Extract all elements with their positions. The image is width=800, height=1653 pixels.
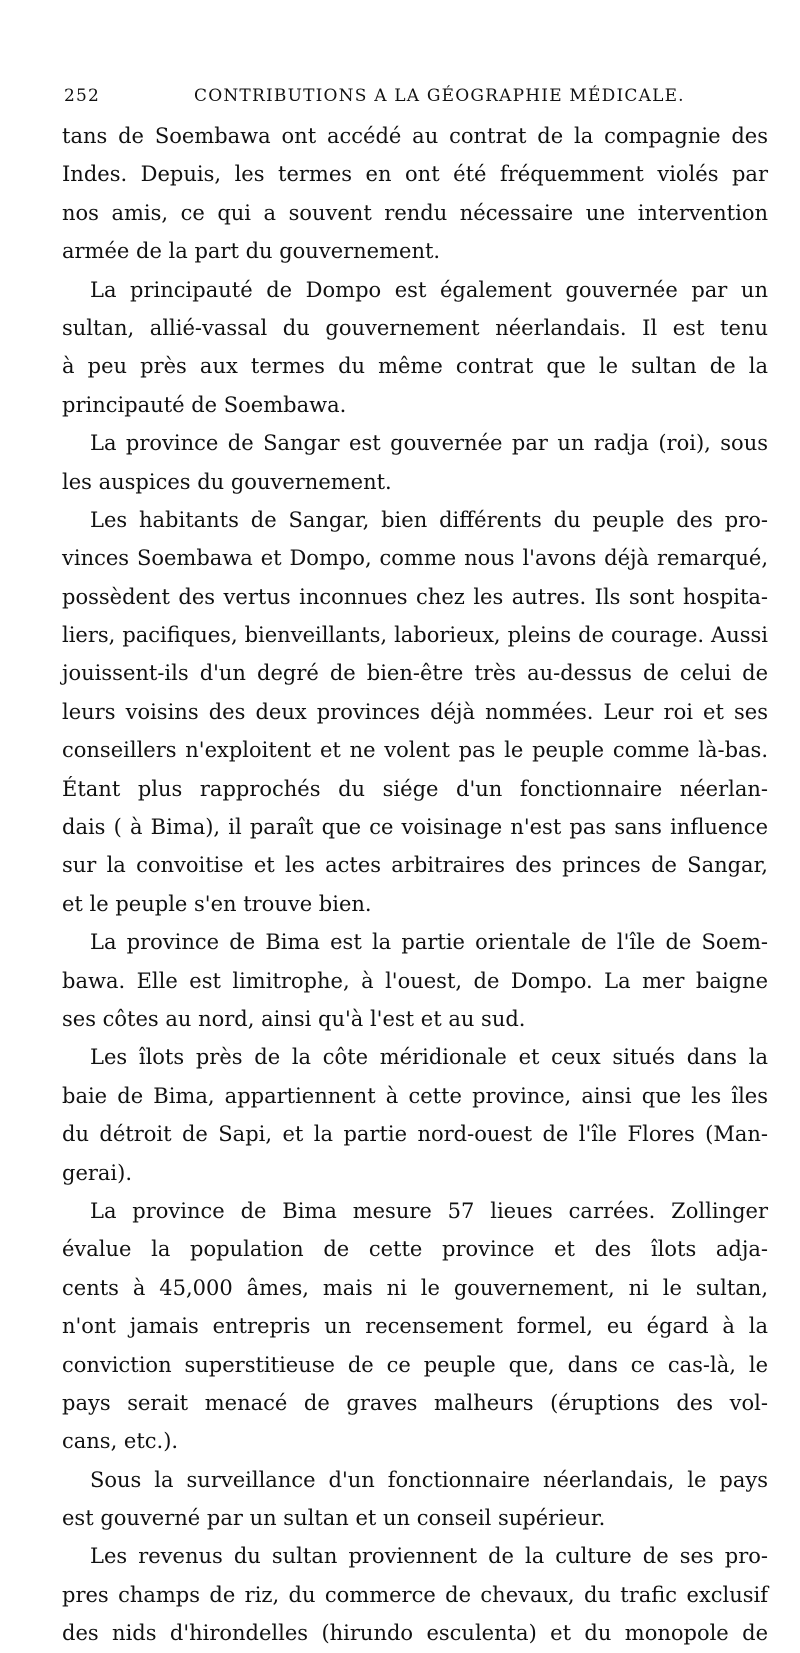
text-line: leurs voisins des deux provinces déjà nommées. Leur roi et ses <box>62 699 768 724</box>
text-line: dais ( à Bima), il paraît que ce voisinage n'est pas sans influence <box>62 815 768 840</box>
text-line: Les revenus du sultan proviennent de la culture de ses pro- <box>90 1544 768 1569</box>
text-line: bawa. Elle est limitrophe, à l'ouest, de Dompo. La mer baigne <box>62 968 768 993</box>
body-text <box>62 117 768 1653</box>
running-title: CONTRIBUTIONS A LA GÉOGRAPHIE MÉDICALE. <box>194 86 685 106</box>
page-number: 252 <box>64 86 101 106</box>
text-line: conviction superstitieuse de ce peuple que, dans ce cas-là, le <box>62 1352 768 1377</box>
text-line: principauté de Soembawa. <box>62 392 347 417</box>
text-line: Les habitants de Sangar, bien différents du peuple des pro- <box>90 507 768 532</box>
text-line: des nids d'hirondelles (hirundo esculenta) et du monopole de <box>62 1621 768 1646</box>
text-line: baie de Bima, appartiennent à cette province, ainsi que les îles <box>62 1083 768 1108</box>
text-line: La province de Sangar est gouvernée par un radja (roi), sous <box>90 431 768 456</box>
text-line: liers, pacifiques, bienveillants, laborieux, pleins de courage. Aussi <box>62 623 768 648</box>
text-line: vinces Soembawa et Dompo, comme nous l'avons déjà remarqué, <box>62 546 768 571</box>
text-line: La province de Bima est la partie orientale de l'île de Soem- <box>90 930 768 955</box>
text-line: cents à 45,000 âmes, mais ni le gouvernement, ni le sultan, <box>62 1275 768 1300</box>
text-line: cans, etc.). <box>62 1429 179 1454</box>
text-line: Indes. Depuis, les termes en ont été fréquemment violés par <box>62 162 768 187</box>
text-line: armée de la part du gouvernement. <box>62 239 441 264</box>
text-line: possèdent des vertus inconnues chez les autres. Ils sont hospita- <box>62 584 768 609</box>
text-line: tans de Soembawa ont accédé au contrat de la compagnie des <box>62 124 768 148</box>
text-line: ses côtes au nord, ainsi qu'à l'est et au sud. <box>62 1006 526 1031</box>
text-line: Les îlots près de la côte méridionale et ceux situés dans la <box>90 1045 768 1070</box>
text-line: La principauté de Dompo est également gouvernée par un <box>90 277 768 302</box>
text-line: n'ont jamais entrepris un recensement formel, eu égard à la <box>62 1314 768 1339</box>
text-line: à peu près aux termes du même contrat que le sultan de la <box>62 354 768 379</box>
text-line: nos amis, ce qui a souvent rendu nécessaire une intervention <box>62 200 768 225</box>
text-line: sur la convoitise et les actes arbitraires des princes de Sangar, <box>62 853 768 878</box>
text-line: les auspices du gouvernement. <box>62 469 392 494</box>
text-line: et le peuple s'en trouve bien. <box>62 891 372 916</box>
text-line: La province de Bima mesure 57 lieues carrées. Zollinger <box>90 1198 768 1223</box>
text-line: pays serait menacé de graves malheurs (éruptions des vol- <box>62 1390 768 1415</box>
text-line: gerai). <box>62 1160 133 1185</box>
text-line: conseillers n'exploitent et ne volent pas le peuple comme là-bas. <box>62 738 768 763</box>
text-line: jouissent-ils d'un degré de bien-être très au-dessus de celui de <box>62 661 768 686</box>
text-line: sultan, allié-vassal du gouvernement néerlandais. Il est tenu <box>62 315 768 340</box>
text-line: pres champs de riz, du commerce de chevaux, du trafic exclusif <box>62 1582 768 1607</box>
text-line: du détroit de Sapi, et la partie nord-ouest de l'île Flores (Man- <box>62 1122 768 1147</box>
text-line: Sous la surveillance d'un fonctionnaire néerlandais, le pays <box>90 1467 768 1492</box>
text-line: est gouverné par un sultan et un conseil supérieur. <box>62 1506 606 1531</box>
text-line: évalue la population de cette province et des îlots adja- <box>62 1237 768 1262</box>
text-line: Étant plus rapprochés du siége d'un fonctionnaire néerlan- <box>62 776 768 801</box>
